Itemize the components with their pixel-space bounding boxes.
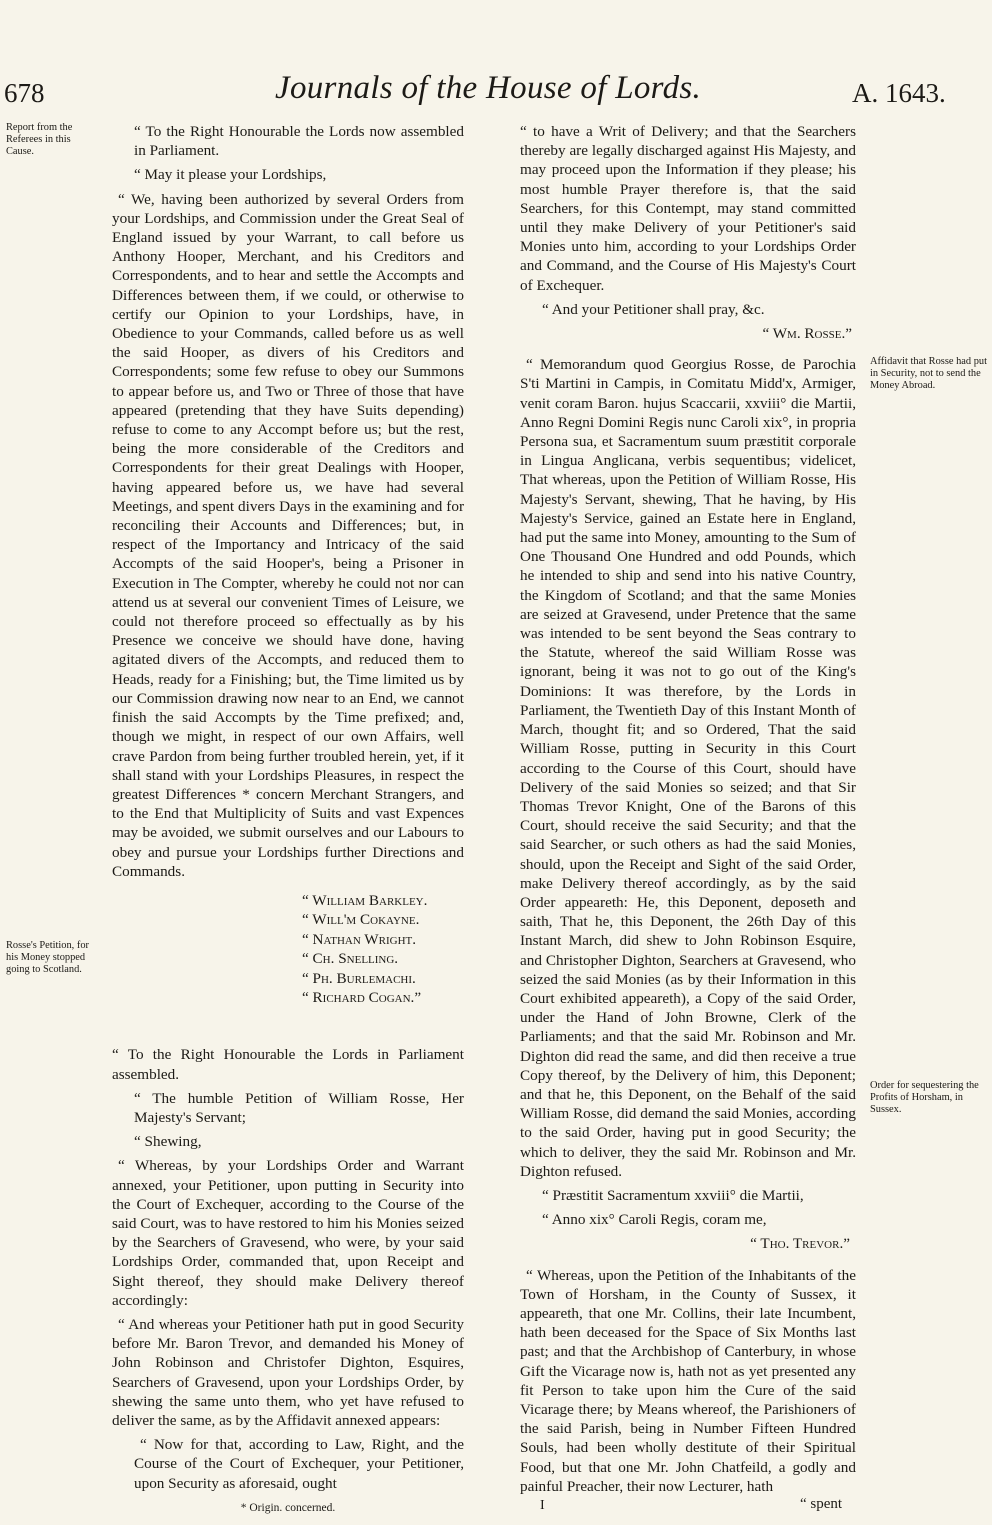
signature-mark: I — [540, 1498, 545, 1513]
running-title: Journals of the House of Lords. — [275, 70, 702, 106]
jurat-line: “ Anno xix° Caroli Regis, coram me, — [542, 1211, 767, 1229]
page-number: 678 — [4, 78, 45, 108]
petition-title: “ The humble Petition of William Rosse, Her Majesty's Servant; — [134, 1089, 464, 1126]
signatory: “ William Barkley. — [302, 891, 428, 909]
report-signatories — [302, 891, 464, 1007]
margin-note-report: Report from the Referees in this Cause. — [6, 122, 73, 157]
section-gap — [112, 1007, 464, 1045]
petition-signature: “ Wm. Rosse.” — [762, 325, 852, 343]
margin-note-affidavit: Affidavit that Rosse had put in Security, not to send the Money Abroad. — [870, 356, 987, 391]
jurat-signature: “ Tho. Trevor.” — [750, 1235, 850, 1253]
signatory: “ Will'm Cokayne. — [302, 911, 420, 929]
signatory: “ Richard Cogan.” — [302, 988, 422, 1006]
report-address: “ To the Right Honourable the Lords now assembled in Parliament. — [134, 123, 464, 160]
jurat-line: “ Præstitit Sacramentum xxviii° die Martii, — [542, 1186, 804, 1204]
margin-note-petition: Rosse's Petition, for his Money stopped going to Scotland. — [6, 940, 89, 975]
petition-paragraph: “ Whereas, by your Lordships Order and Warrant annexed, your Petitioner, upon putting in Security into the Court of Exchequer, according to the Course of the said Court, was to have restored to him his Monies seized by the Searchers of Gravesend, who were, by your said Lordships Order, commanded that, upon Receipt and Sight thereof, they should make Delivery thereof accordingly: — [112, 1157, 464, 1309]
header-rule — [98, 116, 858, 117]
right-column — [520, 122, 856, 1501]
page-year: A. 1643. — [852, 78, 946, 108]
signatory: “ Ch. Snelling. — [302, 950, 399, 968]
order-text: “ Whereas, upon the Petition of the Inhabitants of the Town of Horsham, in the County of Sussex, it appeareth, that one Mr. Collins, their late Incumbent, hath been deceased for the Space of Six Months last past; and that the Archbishop of Canterbury, in whose Gift the Vicarage now is, hath not as yet presented any fit Person to take upon him the Cure of the said Vicarage there; by Means whereof, the Parishioners of the said Parish, being in Number Fifteen Hundred Souls, had been wholly destitute of their Spiritual Food, but that one Mr. John Chatfeild, a godly and painful Preacher, their now Lecturer, hath — [520, 1266, 856, 1495]
petition-address: “ To the Right Honourable the Lords in Parliament assembled. — [112, 1046, 464, 1083]
signatory: “ Nathan Wright. — [302, 930, 417, 948]
left-column — [112, 122, 464, 1518]
catchword: “ spent — [800, 1496, 843, 1512]
report-body: “ We, having been authorized by several Orders from your Lordships, and Commission under the Great Seal of England issued by your Warrant, to call before us Anthony Hooper, Merchant, and his Creditors and Correspondents, and to hear and settle the Accompts and Differences between them, if we could, or otherwise to certify our Opinion to your Lordships, have, in Obedience to your Commands, called before us as well the said Hooper, as divers of his Creditors and Correspondents; some few refuse to obey our Summons to appear before us, and Two or Three of those that have appeared (pretending that they have Suits depending) refuse to come to any Accompt before us; but the rest, being the more considerable of the Creditors and Correspondents for their great Dealings with Hooper, having appeared before us, we have had several Meetings, and spent divers Days in the examining and for reconciling their Accounts and Differences; but, in respect of the Importancy and Intricacy of the said Accompts of the said Hooper's, being a Prisoner in Execution in The Compter, whereby he could not nor can attend us at several our convenient Times of Leisure, we could not therefore proceed so effectually as by his Presence we conceive we should have done, having agitated divers of the Accompts, and reduced them to Heads, ready for a Finishing; but, the Time limited us by our Commission drawing now near to an End, we cannot finish the said Accompts by the Time prefixed; and, though we might, in respect of our own Affairs, well crave Pardon from being further troubled herein, yet, if it shall stand with your Lordships Pleasures, in respect the greatest Differences * concern Merchant Strangers, and to the End that Multiplicity of Suits and vast Expences may be avoided, we submit ourselves and our Labours to obey and pursue your Lordships further Directions and Commands. — [112, 190, 464, 880]
petition-paragraph: “ Now for that, according to Law, Right, and the Course of the Court of Exchequer, your Petitioner, upon Security as aforesaid, ought — [134, 1436, 464, 1492]
memorandum-affidavit: “ Memorandum quod Georgius Rosse, de Parochia S'ti Martini in Campis, in Comitatu Midd'x, Armiger, venit coram Baron. hujus Scaccarii, xxviii° die Martii, Anno Regni Domini Regis nunc Caroli xix°, in propria Persona sua, et Sacramentum suum præstitit corporale in Lingua Anglicana, verbis sequentibus; videlicet, That whereas, upon the Petition of William Rosse, His Majesty's Servant, shewing, That he having, by His Majesty's Service, gained an Estate here in England, had put the same into Money, amounting to the Sum of One Thousand One Hundred and odd Pounds, which he intended to ship and send into his native Country, the Kingdom of Scotland; and that the same Monies are seized at Gravesend, under Pretence that the same was intended to be sent beyond the Seas contrary to the Statute, whereof the said William Rosse was ignorant, being it was not to go out of the King's Dominions: It was therefore, by the Lords in Parliament, the Twentieth Day of this Instant Month of March, thought fit; and so Ordered, That the said William Rosse, putting in Security in this Court according to the Course of this Court, should have Delivery of the said Monies so seized; and that Sir Thomas Trevor Knight, One of the Barons of this Court, should receive the said Security; and that the said Searcher, or such others as had the said Monies, should, upon the Receipt and Sight of the said Order, make Delivery thereof accordingly, as by the said Order appeareth: He, this Deponent, deposeth and saith, That he, this Deponent, the 26th Day of this Instant March, did shew to John Robinson Esquire, and Christopher Dighton, Searchers at Gravesend, who seized the said Monies (as by their Information in this Court exhibited appeareth), a Copy of the said Order, under the Hand of John Browne, Clerk of the Parliaments; and that the said Mr. Robinson and Mr. Dighton did read the same, and did then receive a true Copy thereof, by the Delivery of him, this Deponent; and that he, this Deponent, on the Behalf of the said William Rosse, did demand the said Monies, according to the said Order, having put in good Security; the which to deliver, they the said Mr. Robinson and Mr. Dighton refused. — [520, 356, 856, 1180]
petition-shewing: “ Shewing, — [134, 1133, 202, 1151]
section-gap — [520, 1254, 856, 1266]
section-gap — [520, 343, 856, 355]
petition-paragraph: “ And whereas your Petitioner hath put in good Security before Mr. Baron Trevor, and demanded his Money of John Robinson and Christofer Dighton, Esquires, Searchers of Gravesend, upon your Lordships Order, by shewing the same unto them, who yet have refused to deliver the same, as by the Affidavit annexed appears: — [112, 1316, 464, 1430]
petition-continuation: “ to have a Writ of Delivery; and that the Searchers thereby are legally discharged against His Majesty, and may proceed upon the Information if they please; his most humble Prayer therefore is, that the said Searchers, for this Contempt, may stand committed until they make Delivery of your Petitioner's said Monies unto him, according to your Lordships Order and Command, and the Course of His Majesty's Court of Exchequer. — [520, 123, 856, 294]
margin-note-order: Order for sequestering the Profits of Horsham, in Sussex. — [870, 1080, 979, 1115]
report-salutation: “ May it please your Lordships, — [134, 166, 327, 184]
footnote: * Origin. concerned. — [240, 1501, 336, 1514]
signatory: “ Ph. Burlemachi. — [302, 969, 416, 987]
petition-pray: “ And your Petitioner shall pray, &c. — [542, 300, 765, 318]
